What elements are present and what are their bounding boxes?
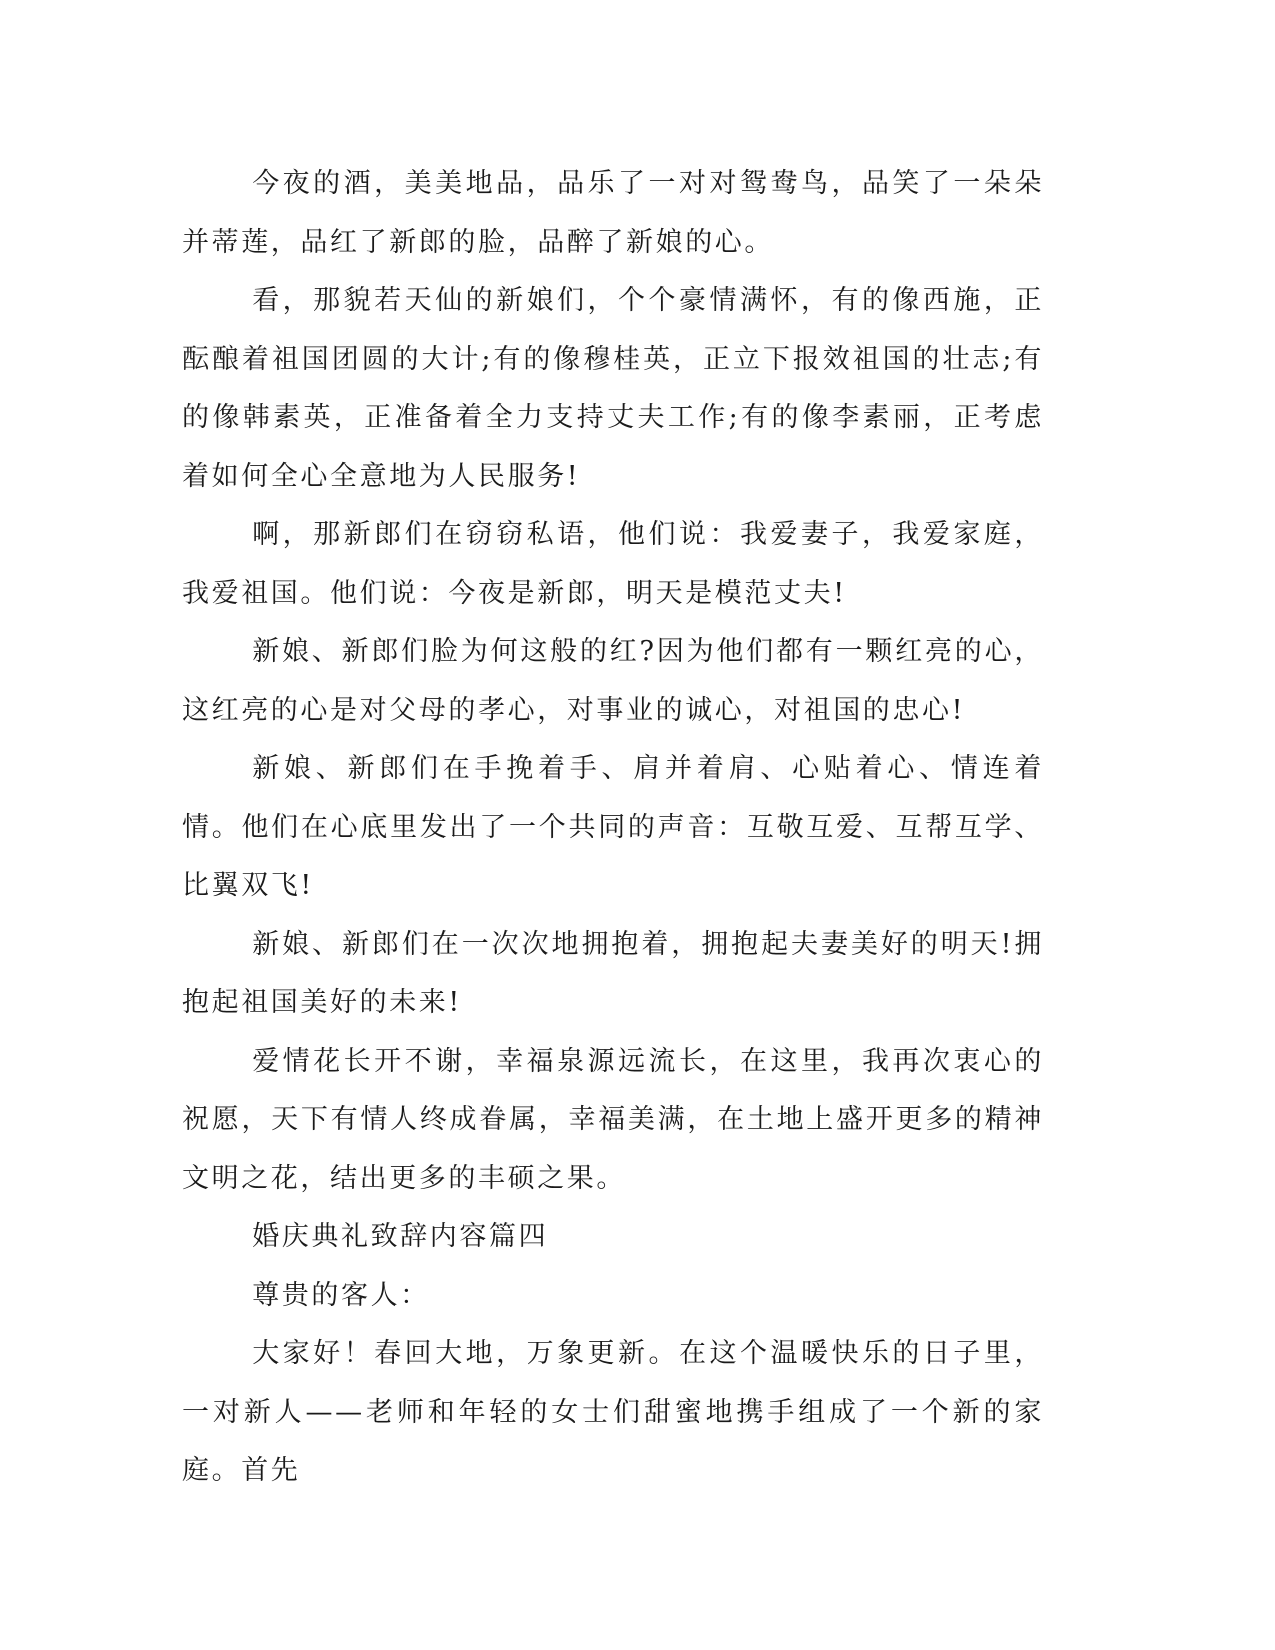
section-heading: 婚庆典礼致辞内容篇四 [252,1221,549,1252]
paragraph-wine-toast: 今夜的酒，美美地品，品乐了一对对鸳鸯鸟，品笑了一朵朵并蒂莲，品红了新郎的脸，品醉了新娘的心。 [182,168,1044,258]
paragraph-greeting: 大家好！春回大地，万象更新。在这个温暖快乐的日子里，一对新人——老师和年轻的女士们甜蜜地携手组成了一个新的家庭。首先 [182,1338,1044,1486]
paragraph-embrace: 新娘、新郎们在一次次地拥抱着，拥抱起夫妻美好的明天!拥抱起祖国美好的未来! [182,928,1044,1018]
paragraph-hand-in-hand: 新娘、新郎们在手挽着手、肩并着肩、心贴着心、情连着情。他们在心底里发出了一个共同的声音：互敬互爱、互帮互学、比翼双飞! [182,753,1044,901]
salutation: 尊贵的客人： [252,1279,430,1311]
paragraph-blessing: 爱情花长开不谢，幸福泉源远流长，在这里，我再次衷心的祝愿，天下有情人终成眷属，幸福美满，在土地上盛开更多的精神文明之花，结出更多的丰硕之果。 [182,1045,1044,1194]
paragraph-grooms: 啊，那新郎们在窃窃私语，他们说：我爱妻子，我爱家庭，我爱祖国。他们说：今夜是新郎，明天是模范丈夫! [182,519,1044,609]
paragraph-brides: 看，那貌若天仙的新娘们，个个豪情满怀，有的像西施，正酝酿着祖国团圆的大计;有的像穆桂英，正立下报效祖国的壮志;有的像韩素英，正准备着全力支持丈夫工作;有的像李素丽，正考虑着如何全心全意地为人民服务! [182,285,1044,492]
paragraph-red-faces: 新娘、新郎们脸为何这般的红?因为他们都有一颗红亮的心，这红亮的心是对父母的孝心，对事业的诚心，对祖国的忠心! [182,636,1044,726]
document-body [182,155,1044,1501]
